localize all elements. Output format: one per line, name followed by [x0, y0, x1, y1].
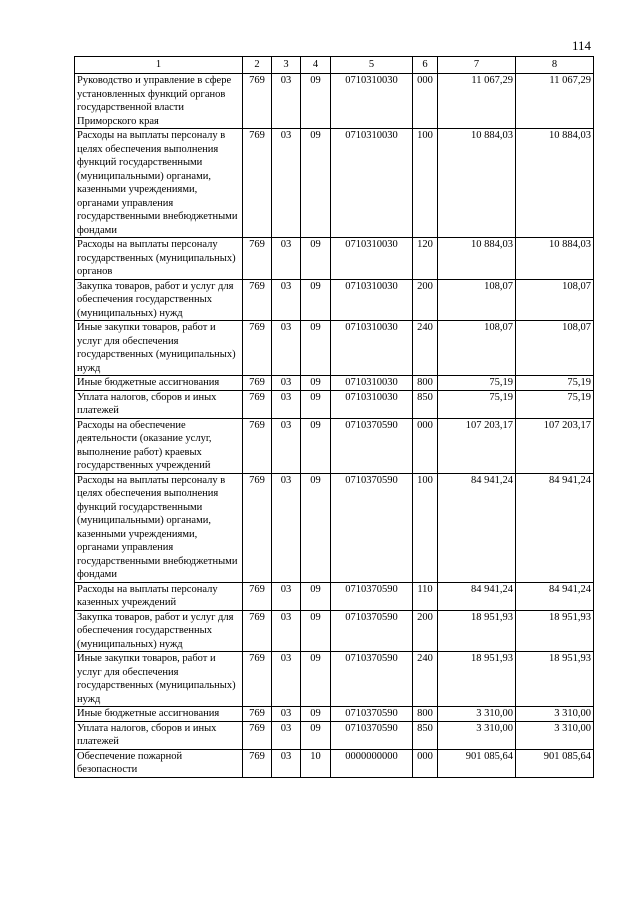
amount-cell: 10 884,03 — [438, 129, 516, 238]
expense-type-cell: 110 — [413, 582, 438, 610]
item-name-cell: Расходы на выплаты персоналу казенных учреждений — [75, 582, 243, 610]
subsection-code-cell: 09 — [301, 418, 331, 473]
table-row — [75, 749, 594, 777]
section-code-cell: 03 — [272, 610, 301, 652]
target-article-cell: 0710310030 — [331, 390, 413, 418]
section-code-cell: 03 — [272, 376, 301, 391]
header-cell: 3 — [272, 57, 301, 74]
expense-type-cell: 000 — [413, 74, 438, 129]
amount-cell: 901 085,64 — [438, 749, 516, 777]
section-code-cell: 03 — [272, 74, 301, 129]
ministry-code-cell: 769 — [243, 749, 272, 777]
ministry-code-cell: 769 — [243, 418, 272, 473]
header-cell: 2 — [243, 57, 272, 74]
table-row — [75, 74, 594, 129]
amount-cell: 84 941,24 — [438, 582, 516, 610]
table-row — [75, 721, 594, 749]
ministry-code-cell: 769 — [243, 707, 272, 722]
subsection-code-cell: 09 — [301, 390, 331, 418]
subsection-code-cell: 09 — [301, 721, 331, 749]
target-article-cell: 0710370590 — [331, 582, 413, 610]
subsection-code-cell: 09 — [301, 238, 331, 280]
subsection-code-cell: 09 — [301, 652, 331, 707]
ministry-code-cell: 769 — [243, 279, 272, 321]
ministry-code-cell: 769 — [243, 473, 272, 582]
section-code-cell: 03 — [272, 749, 301, 777]
item-name-cell: Расходы на выплаты персоналу в целях обеспечения выполнения функций государственными (муниципальными) органами, казенными учреждениями, органами управления государственными внебюджетными фондами — [75, 129, 243, 238]
amount-cell: 108,07 — [516, 279, 594, 321]
item-name-cell: Иные закупки товаров, работ и услуг для обеспечения государственных (муниципальных) нужд — [75, 321, 243, 376]
amount-cell: 3 310,00 — [438, 707, 516, 722]
ministry-code-cell: 769 — [243, 721, 272, 749]
expense-type-cell: 800 — [413, 376, 438, 391]
item-name-cell: Уплата налогов, сборов и иных платежей — [75, 721, 243, 749]
ministry-code-cell: 769 — [243, 376, 272, 391]
header-row — [75, 57, 594, 74]
amount-cell: 84 941,24 — [438, 473, 516, 582]
item-name-cell: Иные закупки товаров, работ и услуг для обеспечения государственных (муниципальных) нужд — [75, 652, 243, 707]
section-code-cell: 03 — [272, 473, 301, 582]
amount-cell: 10 884,03 — [438, 238, 516, 280]
amount-cell: 3 310,00 — [516, 721, 594, 749]
subsection-code-cell: 09 — [301, 129, 331, 238]
section-code-cell: 03 — [272, 721, 301, 749]
ministry-code-cell: 769 — [243, 582, 272, 610]
target-article-cell: 0710310030 — [331, 279, 413, 321]
target-article-cell: 0710310030 — [331, 321, 413, 376]
expense-type-cell: 850 — [413, 721, 438, 749]
table-row — [75, 376, 594, 391]
amount-cell: 901 085,64 — [516, 749, 594, 777]
budget-table — [74, 56, 594, 778]
item-name-cell: Расходы на выплаты персоналу государственных (муниципальных) органов — [75, 238, 243, 280]
amount-cell: 10 884,03 — [516, 129, 594, 238]
target-article-cell: 0710370590 — [331, 721, 413, 749]
amount-cell: 108,07 — [438, 321, 516, 376]
amount-cell: 75,19 — [438, 376, 516, 391]
item-name-cell: Руководство и управление в сфере установленных функций органов государственной власти Приморского края — [75, 74, 243, 129]
expense-type-cell: 850 — [413, 390, 438, 418]
target-article-cell: 0710370590 — [331, 610, 413, 652]
amount-cell: 75,19 — [438, 390, 516, 418]
header-cell: 5 — [331, 57, 413, 74]
expense-type-cell: 240 — [413, 321, 438, 376]
table-row — [75, 418, 594, 473]
expense-type-cell: 800 — [413, 707, 438, 722]
ministry-code-cell: 769 — [243, 610, 272, 652]
subsection-code-cell: 09 — [301, 74, 331, 129]
item-name-cell: Иные бюджетные ассигнования — [75, 707, 243, 722]
header-cell: 8 — [516, 57, 594, 74]
section-code-cell: 03 — [272, 652, 301, 707]
subsection-code-cell: 09 — [301, 582, 331, 610]
item-name-cell: Иные бюджетные ассигнования — [75, 376, 243, 391]
target-article-cell: 0000000000 — [331, 749, 413, 777]
ministry-code-cell: 769 — [243, 321, 272, 376]
table-row — [75, 473, 594, 582]
item-name-cell: Закупка товаров, работ и услуг для обеспечения государственных (муниципальных) нужд — [75, 279, 243, 321]
amount-cell: 107 203,17 — [516, 418, 594, 473]
header-cell: 6 — [413, 57, 438, 74]
ministry-code-cell: 769 — [243, 652, 272, 707]
amount-cell: 11 067,29 — [516, 74, 594, 129]
expense-type-cell: 200 — [413, 610, 438, 652]
subsection-code-cell: 09 — [301, 376, 331, 391]
table-row — [75, 707, 594, 722]
expense-type-cell: 100 — [413, 129, 438, 238]
ministry-code-cell: 769 — [243, 390, 272, 418]
amount-cell: 10 884,03 — [516, 238, 594, 280]
expense-type-cell: 240 — [413, 652, 438, 707]
item-name-cell: Обеспечение пожарной безопасности — [75, 749, 243, 777]
amount-cell: 3 310,00 — [516, 707, 594, 722]
subsection-code-cell: 09 — [301, 279, 331, 321]
target-article-cell: 0710370590 — [331, 707, 413, 722]
amount-cell: 84 941,24 — [516, 582, 594, 610]
subsection-code-cell: 09 — [301, 473, 331, 582]
amount-cell: 18 951,93 — [438, 652, 516, 707]
header-cell: 7 — [438, 57, 516, 74]
amount-cell: 107 203,17 — [438, 418, 516, 473]
expense-type-cell: 000 — [413, 418, 438, 473]
amount-cell: 75,19 — [516, 376, 594, 391]
section-code-cell: 03 — [272, 582, 301, 610]
target-article-cell: 0710310030 — [331, 129, 413, 238]
amount-cell: 3 310,00 — [438, 721, 516, 749]
ministry-code-cell: 769 — [243, 74, 272, 129]
target-article-cell: 0710370590 — [331, 418, 413, 473]
item-name-cell: Расходы на обеспечение деятельности (оказание услуг, выполнение работ) краевых государственных учреждений — [75, 418, 243, 473]
target-article-cell: 0710370590 — [331, 473, 413, 582]
target-article-cell: 0710310030 — [331, 74, 413, 129]
expense-type-cell: 200 — [413, 279, 438, 321]
section-code-cell: 03 — [272, 238, 301, 280]
target-article-cell: 0710310030 — [331, 376, 413, 391]
amount-cell: 84 941,24 — [516, 473, 594, 582]
amount-cell: 108,07 — [438, 279, 516, 321]
subsection-code-cell: 09 — [301, 321, 331, 376]
ministry-code-cell: 769 — [243, 238, 272, 280]
subsection-code-cell: 09 — [301, 610, 331, 652]
table-row — [75, 390, 594, 418]
ministry-code-cell: 769 — [243, 129, 272, 238]
expense-type-cell: 100 — [413, 473, 438, 582]
amount-cell: 108,07 — [516, 321, 594, 376]
section-code-cell: 03 — [272, 279, 301, 321]
section-code-cell: 03 — [272, 418, 301, 473]
section-code-cell: 03 — [272, 129, 301, 238]
expense-type-cell: 000 — [413, 749, 438, 777]
header-cell: 1 — [75, 57, 243, 74]
item-name-cell: Уплата налогов, сборов и иных платежей — [75, 390, 243, 418]
header-cell: 4 — [301, 57, 331, 74]
amount-cell: 18 951,93 — [516, 610, 594, 652]
subsection-code-cell: 10 — [301, 749, 331, 777]
table-row — [75, 129, 594, 238]
table-row — [75, 652, 594, 707]
section-code-cell: 03 — [272, 390, 301, 418]
target-article-cell: 0710370590 — [331, 652, 413, 707]
amount-cell: 11 067,29 — [438, 74, 516, 129]
table-row — [75, 582, 594, 610]
item-name-cell: Закупка товаров, работ и услуг для обеспечения государственных (муниципальных) нужд — [75, 610, 243, 652]
section-code-cell: 03 — [272, 707, 301, 722]
page-number: 114 — [571, 38, 591, 53]
item-name-cell: Расходы на выплаты персоналу в целях обеспечения выполнения функций государственными (муниципальными) органами, казенными учреждениями, органами управления государственными внебюджетными фондами — [75, 473, 243, 582]
amount-cell: 75,19 — [516, 390, 594, 418]
table-row — [75, 321, 594, 376]
table-row — [75, 610, 594, 652]
amount-cell: 18 951,93 — [516, 652, 594, 707]
table-row — [75, 238, 594, 280]
amount-cell: 18 951,93 — [438, 610, 516, 652]
target-article-cell: 0710310030 — [331, 238, 413, 280]
section-code-cell: 03 — [272, 321, 301, 376]
subsection-code-cell: 09 — [301, 707, 331, 722]
table-row — [75, 279, 594, 321]
expense-type-cell: 120 — [413, 238, 438, 280]
